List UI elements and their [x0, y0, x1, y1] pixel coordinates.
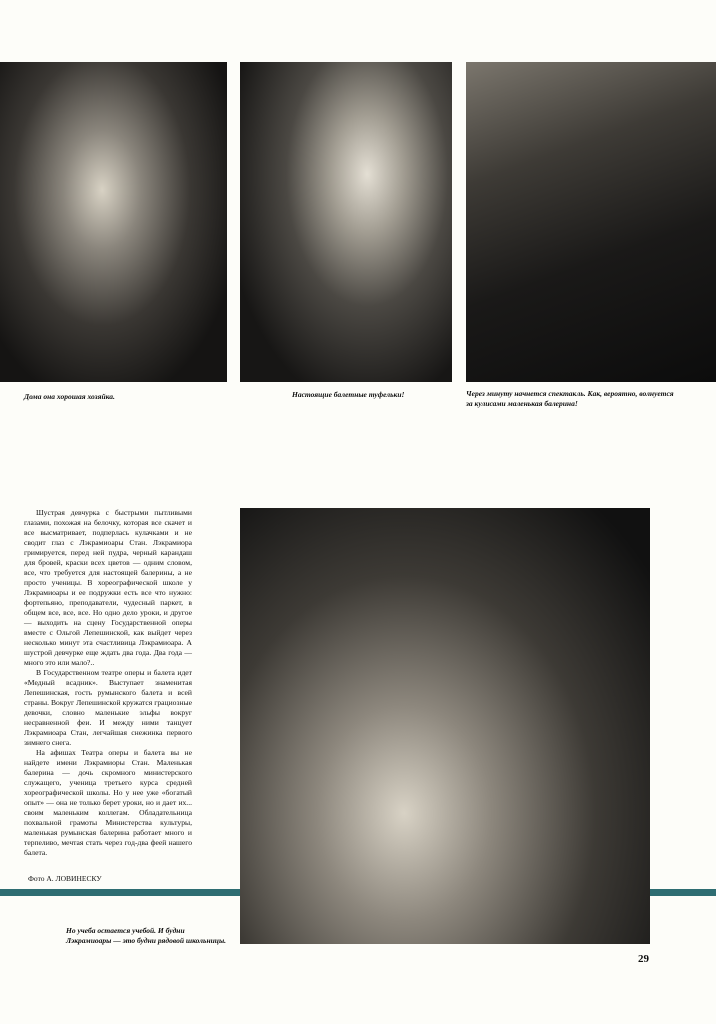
photo-theater-orchestra	[466, 62, 716, 382]
decorative-rule-left	[0, 889, 240, 896]
photo-credit: Фото А. ЛОВИНЕСКУ	[28, 874, 102, 883]
caption-photo-4: Но учеба остается учебой. И будни Лэкрамиоары — это будни рядовой школьницы.	[66, 926, 227, 945]
article-paragraph: На афишах Театра оперы и балета вы не найдете имени Лэкрамиоры Стан. Маленькая балерина — дочь скромного министерского служащего, ученица третьего курса средней хореографической школы. Но у нее уже «богатый опыт» — она не только берет уроки, но и дает их... своим маленьким коллегам. Обладательница похвальной грамоты Министерства культуры, маленькая румынская балерина работает много и терпеливо, мечтая стать через год-два феей нашего балета.	[24, 748, 192, 857]
photo-girls-ballet-shoes	[240, 62, 452, 382]
article-paragraph: В Государственном театре оперы и балета идет «Медный всадник». Выступает знаменитая Лепешинская, гость румынского балета и всей страны. Вокруг Лепешинской кружатся грациозные девочки, словно маленькие эльфы вокруг несравненной феи. И между ними танцует Лэкрамиоара Стан, легчайшая снежинка первого зимнего снега.	[24, 668, 192, 747]
article-paragraph: Шустрая девчурка с быстрыми пытливыми глазами, похожая на белочку, которая все скачет и все высматривает, подперлась кулачками и не сводит глаз с Лэкрамиоары Стан. Лэкрамиора гримируется, перед ней пудра, черный карандаш для бровей, краски всех цветов — одним словом, все, что требуется для настоящей балерины, а не просто ученицы. В хореографической школе у Лэкрамиоары и ее подружки есть все что нужно: фортепьяно, преподаватели, чудесный паркет, в общем все, все, все. Но одно дело уроки, и другое — выходить на сцену Государственной оперы вместе с Ольгой Лепешинской, как выйдет через несколько минут эта счастливица Лэкрамиоара. А шустрой девчурке еще ждать два года. Два года — много это или мало?..	[24, 508, 192, 667]
caption-photo-1: Дома она хорошая хозяйка.	[24, 392, 115, 401]
article-column	[24, 508, 192, 884]
photo-girl-sewing	[0, 62, 227, 382]
caption-photo-2: Настоящие балетные туфельки!	[292, 390, 405, 399]
page-number: 29	[638, 953, 649, 965]
photo-classroom	[240, 508, 650, 944]
article-body	[24, 508, 192, 858]
decorative-rule-right	[650, 889, 716, 896]
caption-photo-3: Через минуту начнется спектакль. Как, вероятно, волнуется за кулисами маленькая балерина!	[466, 389, 674, 408]
